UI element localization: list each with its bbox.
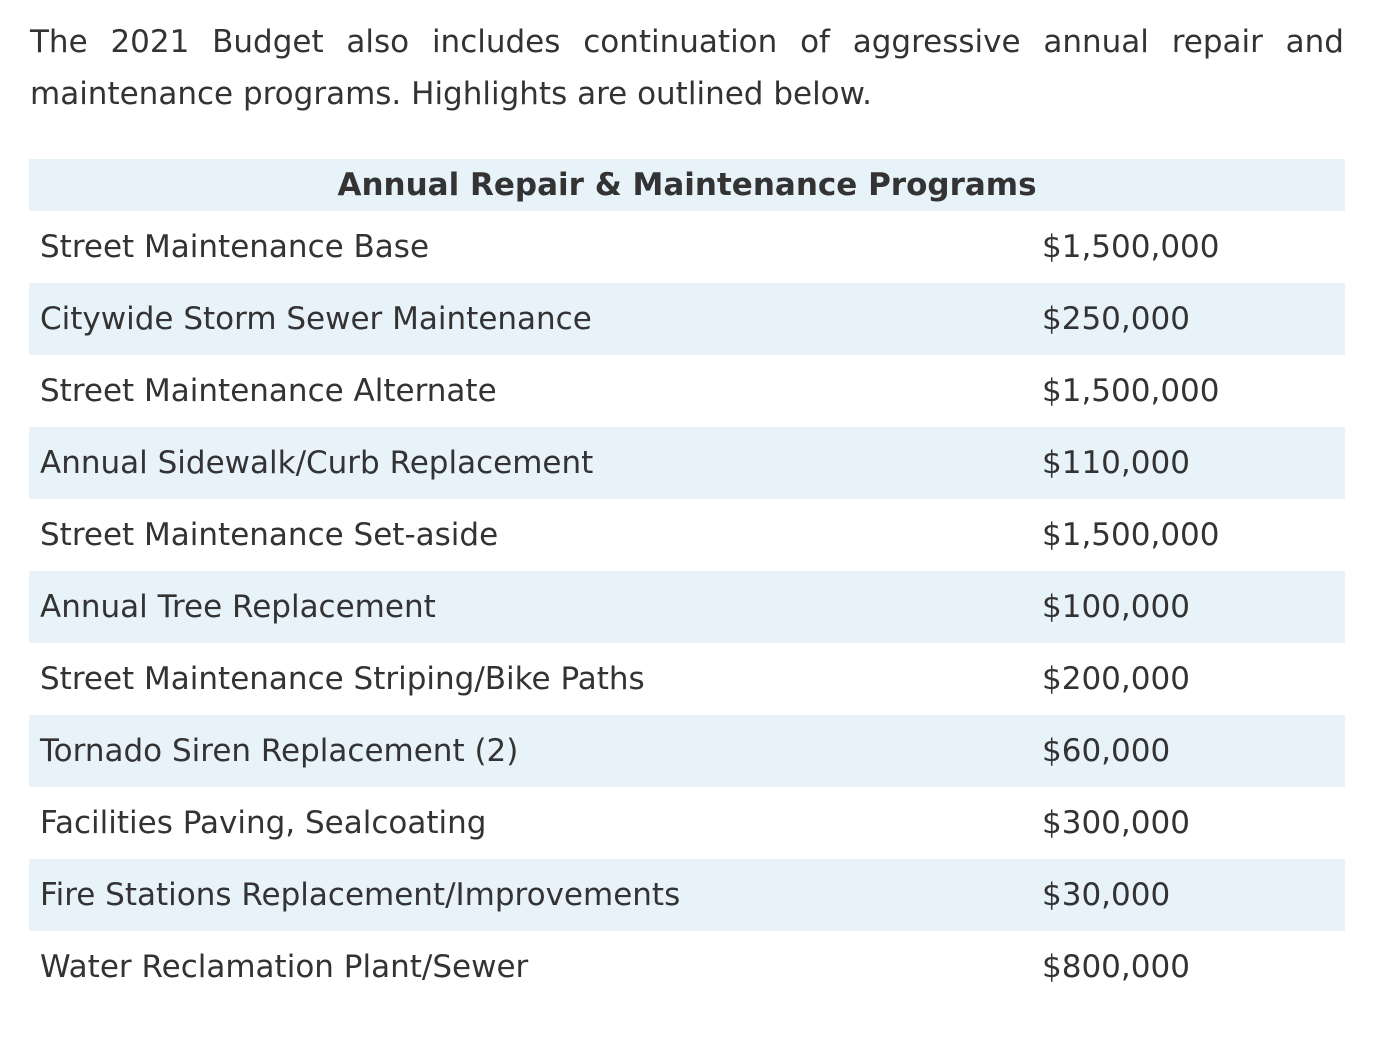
program-amount: $110,000: [1031, 427, 1345, 499]
program-amount: $60,000: [1031, 715, 1345, 787]
program-amount: $30,000: [1031, 859, 1345, 931]
table-row: [29, 283, 1345, 355]
program-name: Annual Sidewalk/Curb Replacement: [29, 427, 1031, 499]
table-row: [29, 643, 1345, 715]
intro-paragraph: The 2021 Budget also includes continuation of aggressive annual repair and maintenance programs. Highlights are outlined below.: [30, 24, 1344, 112]
program-name: Fire Stations Replacement/Improvements: [29, 859, 1031, 931]
program-amount: $1,500,000: [1042, 229, 1220, 265]
table-row: [29, 499, 1345, 571]
table-row: [29, 427, 1345, 499]
table-row: [29, 355, 1345, 427]
program-name: Street Maintenance Base: [40, 229, 430, 265]
program-name: Facilities Paving, Sealcoating: [40, 805, 487, 841]
program-name: Water Reclamation Plant/Sewer: [40, 949, 529, 985]
table-row: [29, 859, 1345, 931]
table-row: [29, 211, 1345, 283]
table-row: [29, 787, 1345, 859]
program-amount: $1,500,000: [1042, 373, 1220, 409]
table-row: [29, 715, 1345, 787]
program-amount: $100,000: [1031, 571, 1345, 643]
program-amount: $300,000: [1042, 805, 1190, 841]
program-name: Tornado Siren Replacement (2): [29, 715, 1031, 787]
program-name: Citywide Storm Sewer Maintenance: [29, 283, 1031, 355]
program-amount: $200,000: [1042, 661, 1190, 697]
table-title: Annual Repair & Maintenance Programs: [29, 159, 1345, 211]
program-amount: $1,500,000: [1042, 517, 1220, 553]
program-amount: $250,000: [1031, 283, 1345, 355]
table-row: [29, 571, 1345, 643]
program-name: Annual Tree Replacement: [29, 571, 1031, 643]
table-row: [29, 931, 1345, 1003]
program-name: Street Maintenance Alternate: [40, 373, 497, 409]
program-name: Street Maintenance Set-aside: [40, 517, 499, 553]
table-header-row: [29, 159, 1345, 211]
repair-maintenance-table: [29, 159, 1345, 1003]
program-name: Street Maintenance Striping/Bike Paths: [40, 661, 645, 697]
program-amount: $800,000: [1042, 949, 1190, 985]
